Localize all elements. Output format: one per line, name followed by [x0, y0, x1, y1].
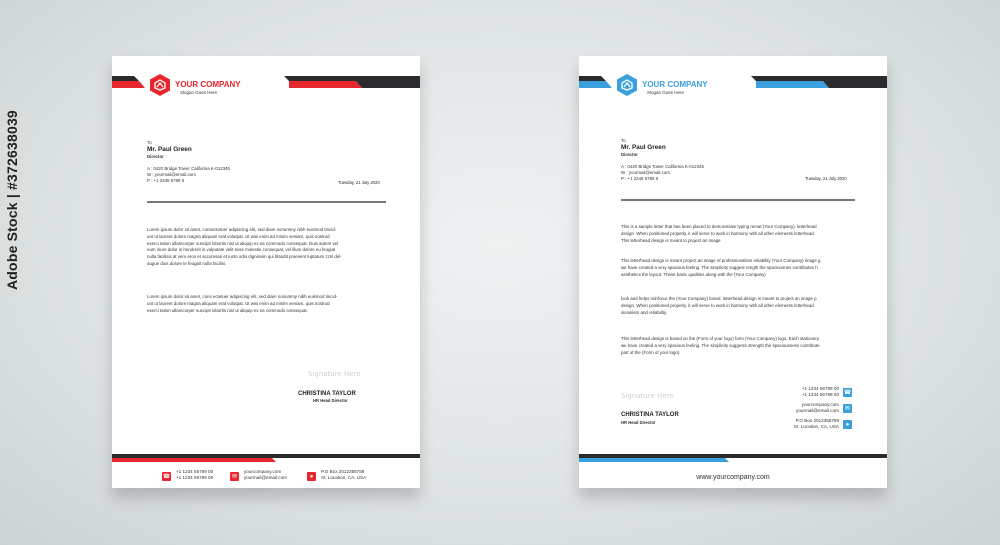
- recipient-title: Director: [621, 152, 638, 157]
- body-paragraph: Lorem ipsum dolor sit amet, cons ectetuer adipiscing elit, sed diam nonummy nibh euismod tincid- unt ut laoreet dolore magna aliquam erat volutpat. Ut wisi enim ad minim veniam, quis nostrud exerci tation ullamcorper suscipit lobortis nisl ut aliquip ex ea commodo consequat.: [147, 294, 338, 313]
- phone-icon: ☎: [162, 473, 171, 480]
- body-paragraph: Lorem ipsum dolor sit amet, consectetuer adipiscing elit, sed diam nonummy nibh euismod tincid- unt ut laoreet dolore magna aliquam erat volutpat. Ut wisi enim ad minim veniam, quis nostrud exerci tation ullamcorper suscipit lobortis nisl ut aliquip ex ea commodo consequat. Duis autem vel eum iriure dolor in hendrerit in vulputate velit esse molestie consequat, vel illum dolore eu feugiat nulla facilisis at vero eros et accumsan et iusto odio dignissim qui blandit praesent luptatum zzril del- augue duis dolore te feugait nulla facilisi.: [147, 227, 342, 266]
- recipient-phone: P : +1 2345 6789 0: [621, 176, 659, 181]
- signer-name: CHRISTINA TAYLOR: [298, 391, 356, 397]
- location-pin-icon: ●: [307, 472, 316, 481]
- body-paragraph: This letterhead design is meant project an image of professionalism reliability (Your Company) image g we have created a very spacious feeling. The simplicity suggest rength the spaciousnes contributes h aesthetics the layout. These basic qualities along with the (Your Company): [621, 258, 821, 277]
- stock-watermark-text: Adobe Stock | #372638039: [4, 110, 20, 290]
- contact-email: yourcompany.com yourmail@email.com: [796, 402, 839, 413]
- recipient-web: W : yourmail@email.com: [147, 172, 196, 177]
- signature-placeholder: Signature Here: [621, 392, 674, 400]
- company-slogan: Slogan Goes Here: [180, 90, 218, 95]
- company-website: www.yourcompany.com: [696, 474, 770, 481]
- to-label: To: [147, 140, 152, 145]
- letter-date: Tuesday, 21 July 2020: [805, 176, 847, 181]
- signature-placeholder: Signature Here: [308, 370, 361, 378]
- recipient-title: Director: [147, 154, 164, 159]
- body-paragraph: This is a sample letter that has been placed to demonstrate typing remat (Your Company). letterhead design. When positioned properly, it will serve to work in harmony with all other elements letterhead. This letterhead design is meant to project an image: [621, 224, 817, 243]
- letter-date: Tuesday, 21 July 2020: [338, 180, 380, 185]
- email-icon: ✉: [844, 405, 851, 412]
- phone-icon: ☎: [843, 389, 852, 396]
- footer-email: yourcompany.com yourmail@email.com: [244, 469, 287, 480]
- to-label: To: [621, 138, 626, 143]
- recipient-phone: P : +1 2345 6789 0: [147, 178, 185, 183]
- signer-role: HR Head Director: [621, 420, 656, 425]
- signer-role: HR Head Director: [313, 398, 348, 403]
- company-name: YOUR COMPANY: [642, 80, 708, 89]
- contact-address: P.O Box 2012356789 St. Location, CA, USA: [793, 418, 839, 429]
- footer-phone: +1 1234 56789 00 +1 1234 56789 00: [176, 469, 214, 480]
- company-name: YOUR COMPANY: [175, 80, 241, 89]
- recipient-address: A : 0420 Bridge Tower California K-012345: [147, 166, 230, 171]
- letterhead-blue: [579, 56, 887, 488]
- recipient-name: Mr. Paul Green: [621, 144, 666, 151]
- letterhead-red: [112, 56, 420, 488]
- recipient-name: Mr. Paul Green: [147, 146, 192, 153]
- separator-line: [147, 201, 386, 203]
- recipient-web: W : yourmail@email.com: [621, 170, 670, 175]
- footer-bars: [579, 454, 887, 464]
- email-icon: ✉: [231, 473, 238, 480]
- body-paragraph: This letterhead design is based on the (Form of your logo) form (Your Company) logo. Each stationery we have created a very spacious feeling. The simplicity suggests strength the spaciousness contribute part of the (Form of your logo).: [621, 336, 820, 355]
- body-paragraph: look and helps reinforce the (Your Company) brand. letterhead design is meant to project an image p design. When positioned properly, it will serve to work in harmony with all other elements letterhead sionalism and reliability.: [621, 296, 817, 315]
- location-pin-icon: ●: [843, 420, 852, 429]
- signer-name: CHRISTINA TAYLOR: [621, 412, 679, 418]
- contact-phone: +1 1234 56789 00 +1 1234 56789 00: [801, 386, 839, 397]
- separator-line: [621, 199, 855, 201]
- recipient-address: A : 0420 Bridge Tower California K-012345: [621, 164, 704, 169]
- footer-address: P.O Box 2012356789 St. Location, CA, USA: [321, 469, 367, 480]
- company-slogan: Slogan Goes Here: [647, 90, 685, 95]
